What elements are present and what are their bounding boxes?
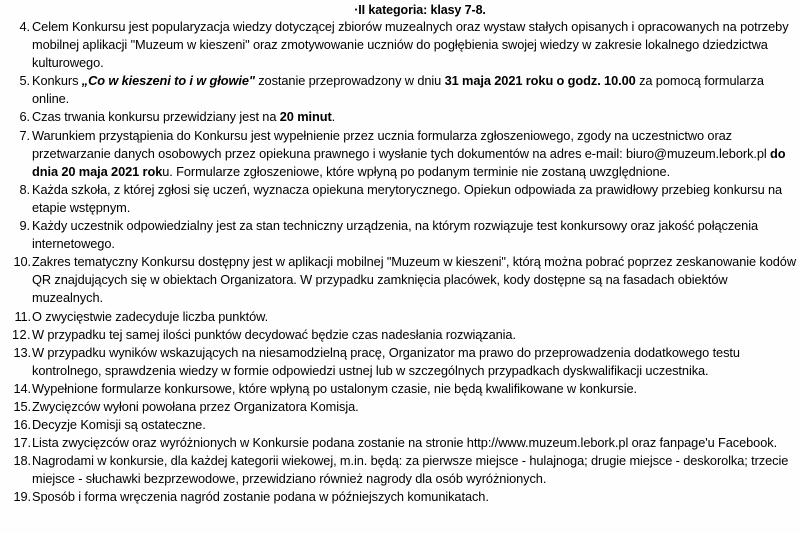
list-item-number: 15. — [13, 398, 31, 414]
list-item — [0, 452, 800, 488]
list-item-text — [32, 380, 800, 398]
list-item-number: 10. — [13, 254, 31, 270]
text-run: Konkurs — [32, 73, 82, 89]
list-item — [0, 108, 800, 126]
list-item — [0, 398, 800, 416]
list-item-text — [32, 253, 800, 307]
emphasis-bold-italic: „Co w kieszeni to i w głowie" — [81, 73, 255, 89]
list-item-text — [32, 434, 800, 452]
list-item-number: 7. — [19, 127, 30, 143]
text-run: Nagrodami w konkursie, dla każdej kategorii wiekowej, m.in. będą: za pierwsze miejsce - hulajnoga; drugie miejsce - deskorolka; trzecie miejsce - słuchawki bezprzewodowe, przewidziano również nagrody dla osób wyróżnionych. — [32, 453, 789, 487]
text-run: O zwycięstwie zadecyduje liczba punktów. — [32, 308, 269, 324]
text-run: Celem Konkursu jest popularyzacja wiedzy dotyczącej zbiorów muzealnych oraz wystaw stałych opisanych i opracowanych na potrzeby mobilnej aplikacji "Muzeum w kieszeni" oraz zmotywowanie uczniów do pogłębienia swojej wiedzy w zakresie lokalnego dziedzictwa kulturowego. — [32, 19, 789, 71]
list-item-number: 12. — [12, 326, 31, 342]
list-item-number: 9. — [19, 218, 30, 234]
text-run: Każda szkoła, z której zgłosi się uczeń, wyznacza opiekuna merytorycznego. Opiekun odpowiada za prawidłowy przebieg konkursu na etapie wstępnym. — [32, 181, 783, 215]
list-item-text — [32, 326, 800, 344]
list-item — [0, 72, 800, 108]
list-item-number: 5. — [19, 73, 30, 89]
list-item-number: 14. — [13, 380, 31, 396]
list-item — [0, 308, 800, 326]
text-run: . — [331, 109, 336, 125]
list-item-number: 13. — [13, 344, 31, 360]
list-item-text — [32, 181, 800, 217]
list-item — [0, 326, 800, 344]
text-run: Wypełnione formularze konkursowe, które wpłyną po ustalonym czasie, nie będą kwalifikowane w konkursie. — [32, 380, 637, 396]
list-item-number: 19. — [13, 489, 31, 505]
list-item — [0, 217, 800, 253]
list-item-number: 6. — [19, 109, 30, 125]
list-item — [0, 18, 800, 72]
list-item-number: 8. — [19, 181, 30, 197]
text-run: W przypadku tej samej ilości punktów decydować będzie czas nadesłania rozwiązania. — [32, 326, 516, 342]
list-item-number: 4. — [19, 19, 30, 34]
list-item-number: 11. — [14, 308, 31, 324]
list-item-number: 18. — [13, 453, 31, 469]
text-run: u. — [162, 163, 173, 179]
list-item — [0, 253, 800, 307]
list-item-number: 17. — [13, 435, 31, 451]
list-item — [0, 380, 800, 398]
list-item-text — [32, 127, 800, 181]
text-run: zostanie przeprowadzony w dniu — [254, 73, 445, 89]
list-item-text — [32, 488, 800, 506]
list-item-text — [32, 18, 800, 72]
text-run: Zakres tematyczny Konkursu dostępny jest w aplikacji mobilnej "Muzeum w kieszeni", którą można pobrać poprzez zeskanowanie kodów QR znajdujących się w obiektach Organizatora. W przypadku zamknięcia placówek, kody dostępne są na fasadach obiektów muzealnych. — [32, 254, 796, 306]
text-run: Sposób i forma wręczenia nagród zostanie podana w późniejszych komunikatach. — [32, 489, 489, 505]
list-item-text — [32, 398, 800, 416]
list-item-text — [32, 344, 800, 380]
list-item-text — [32, 217, 800, 253]
list-item-text — [32, 308, 800, 326]
list-item — [0, 181, 800, 217]
text-run: Każdy uczestnik odpowiedzialny jest za stan techniczny urządzenia, na którym rozwiązuje test konkursowy oraz jakość połączenia internetowego. — [32, 218, 759, 252]
list-item-number: 16. — [13, 417, 31, 433]
list-item — [0, 127, 800, 181]
emphasis-bold: 31 maja 2021 roku o godz. 10.00 — [444, 73, 636, 89]
text-run: Lista zwycięzców oraz wyróżnionych w Konkursie podana zostanie na stronie http://www.muzeum.lebork.pl oraz fanpage'u Facebook. — [32, 435, 778, 451]
list-item — [0, 488, 800, 506]
emphasis-bold: do dnia 20 maja 2021 rok — [32, 145, 786, 179]
category-header: ·II kategoria: klasy 7-8. — [354, 3, 486, 17]
list-item — [0, 434, 800, 452]
text-run: Decyzje Komisji są ostateczne. — [32, 417, 206, 433]
regulations-list — [0, 18, 800, 507]
list-item-text — [32, 108, 800, 126]
list-item-text — [32, 72, 800, 108]
text-run: za pomocą formularza online. — [32, 73, 764, 107]
list-item-text — [32, 452, 800, 488]
text-run: Formularze zgłoszeniowe, które wpłyną po podanym terminie nie zostaną uwzględnione. — [172, 163, 671, 179]
list-item — [0, 416, 800, 434]
emphasis-bold: 20 minut — [279, 109, 332, 125]
text-run: Warunkiem przystąpienia do Konkursu jest wypełnienie przez ucznia formularza zgłoszeniowego, zgody na uczestnictwo oraz przetwarzanie danych osobowych przez opiekuna prawnego i wysłanie tych dokumentów na adres e-mail: biuro@muzeum.lebork.pl — [32, 127, 771, 161]
text-run: Zwycięzców wyłoni powołana przez Organizatora Komisja. — [32, 398, 359, 414]
text-run: W przypadku wyników wskazujących na niesamodzielną pracę, Organizator ma prawo do przeprowadzenia dodatkowego testu kontrolnego, sprawdzenia wiedzy w formie odpowiedzi ustnej lub w szczególnych przypadkach dyskwalifikacji uczestnika. — [32, 344, 740, 378]
list-item-text — [32, 416, 800, 434]
list-item — [0, 344, 800, 380]
text-run: Czas trwania konkursu przewidziany jest na — [32, 109, 280, 125]
